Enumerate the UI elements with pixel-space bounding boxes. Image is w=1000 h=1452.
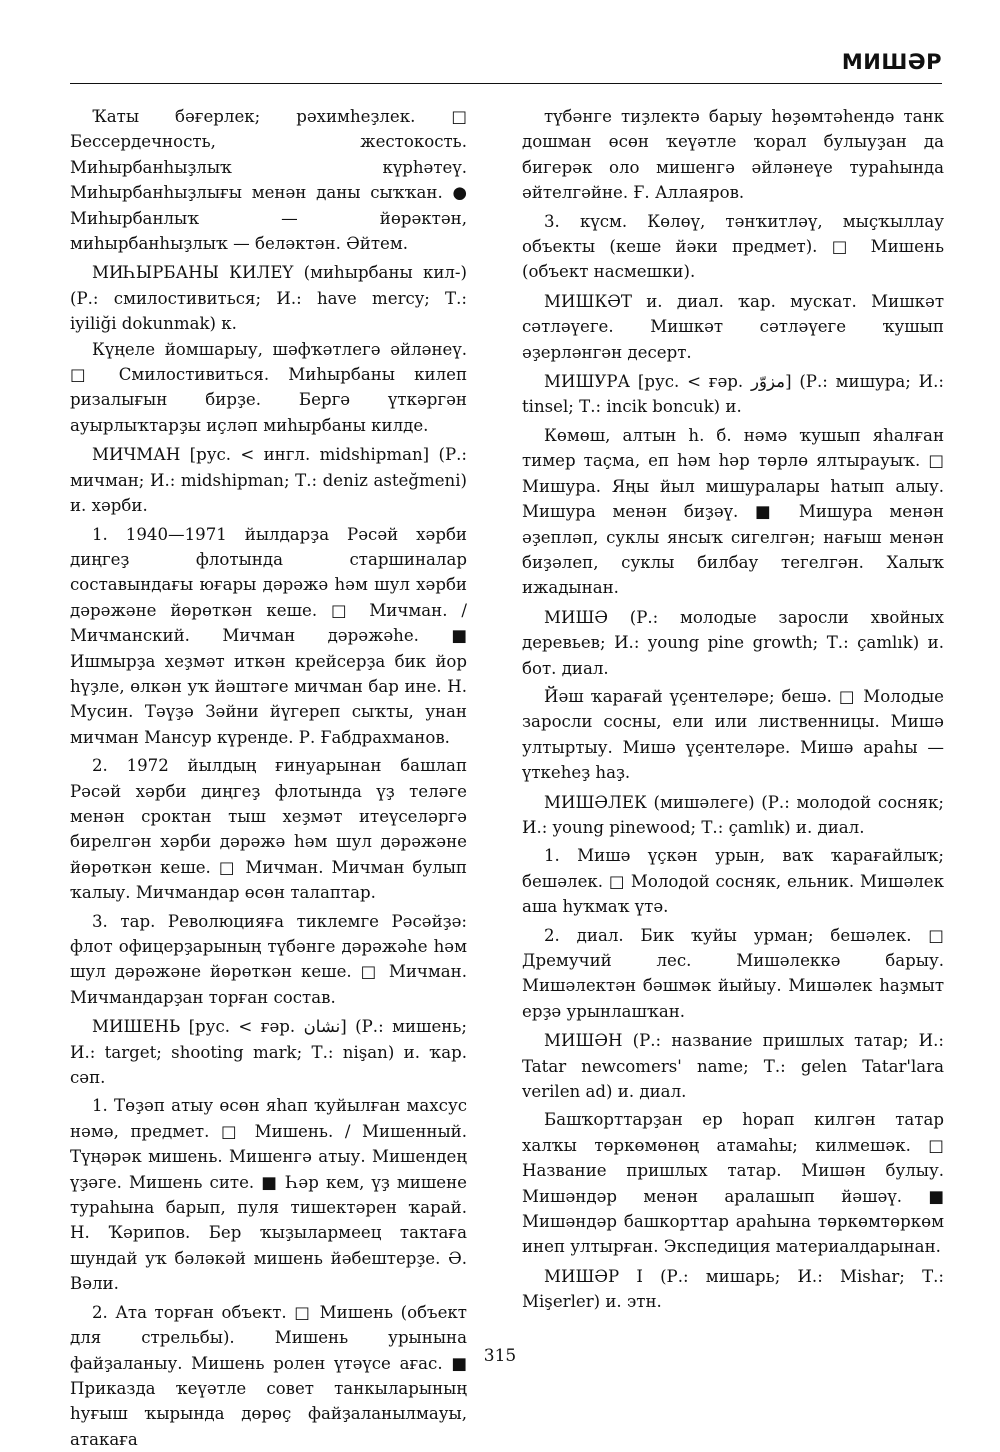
dictionary-entry-headword: МИШӘ (Р.: молодые заросли хвойных деревьев; И.: young pine growth; Т.: çamlık) и. бот. диал. xyxy=(522,607,944,678)
running-head-word: МИШӘР xyxy=(841,50,942,74)
dictionary-entry-headword: МИШЕНЬ [рус. < ғәр. نشان] (Р.: мишень; И.: target; shooting mark; Т.: nişan) и. ҡар. сәп. xyxy=(70,1017,467,1088)
dictionary-paragraph: Күңеле йомшарыу, шәфҡәтлегә әйләнеү. □ Смилостивиться. Миһырбаны килеп ризалығын бирҙе. Бергә үткәргән ауырлыҡтарҙы иҫләп миһырбаны килде. xyxy=(70,339,467,435)
dictionary-paragraph: Йәш ҡарағай үҫентеләре; бешә. □ Молодые заросли сосны, ели или лиственницы. Мишә ултыртыу. Мишә үҫентеләре. Мишә араһы — үткеһеҙ һаҙ. xyxy=(522,686,944,783)
page-number: 315 xyxy=(483,1346,517,1366)
dictionary-sense: 2. Ата торған объект. □ Мишень (объект для стрельбы). Мишень урынына файҙаланыу. Мишень ролен үтәүсе ағас. ■ Приказда ҡеүәтле совет танкыларының һуғыш ҡырында дөрөҫ файҙаланылмауы, атакаға xyxy=(70,1302,467,1449)
dictionary-sense: 1. Мишә үҫкән урын, ваҡ ҡарағайлыҡ; бешәлек. □ Молодой сосняк, ельник. Мишәлек аша һуҡмаҡ үтә. xyxy=(522,846,944,917)
right-column xyxy=(522,104,944,1315)
dictionary-paragraph: түбәнге тиҙлектә барыу һөҙөмтәһендә танк дошман өсөн ҡеүәтле ҡорал булыуҙан да бигерәк оло мишенгә әйләнеүе тураһында әйтелгәйне. Ғ. Аллаяров. xyxy=(522,107,944,203)
dictionary-entry-headword: МИЧМАН [рус. < ингл. midshipman] (Р.: мичман; И.: midshipman; Т.: deniz asteğmeni) и. хәрби. xyxy=(70,445,467,516)
left-column xyxy=(70,104,467,1452)
dictionary-sense: 1. 1940—1971 йылдарҙа Рәсәй хәрби диңгеҙ флотында старшиналар составындағы юғары дәрәжә һәм шул хәрби дәрәжәне йөрөткән кеше. □ Мичман. / Мичманский. Мичман дәрәжәһе. ■ Ишмырҙа хеҙмәт иткән крейсерҙа бик йор һүҙле, өлкән уҡ йәштәге мичман бар ине. Н. Мусин. Тәүҙә Зәйни йүгереп сыҡты, унан мичман Мансур күренде. Р. Ғабдрахманов. xyxy=(70,524,467,747)
dictionary-entry-headword: МИШӘН (Р.: название пришлых татар; И.: Tatar newcomers' name; Т.: gelen Tatar'lara verilen ad) и. диал. xyxy=(522,1031,944,1102)
dictionary-sense: 1. Төҙәп атыу өсөн яһап ҡуйылған махсус нәмә, предмет. □ Мишень. / Мишенный. Түңәрәк мишень. Мишенгә атыу. Мишендең үҙәге. Мишень сите. ■ Һәр кем, үҙ мишене тураһына барып, пуля тишектәрен ҡарай. Н. Ҡәрипов. Бер ҡыҙылармеец тактаға шундай уҡ бәләкәй мишень йәбештерҙе. Ә. Вәли. xyxy=(70,1096,467,1294)
dictionary-entry-headword: МИШУРА [рус. < ғәр. مزوّر] (Р.: мишура; И.: tinsel; Т.: incik boncuk) и. xyxy=(522,372,944,417)
header-rule xyxy=(70,83,942,84)
dictionary-entry-headword: МИШӘЛЕК (мишәлеге) (Р.: молодой сосняк; И.: young pinewood; Т.: çamlık) и. диал. xyxy=(522,792,944,837)
dictionary-paragraph: Көмөш, алтын һ. б. нәмә ҡушып яһалған тимер таҫма, еп һәм һәр төрлө ялтырауыҡ. □ Мишура. Яңы йыл мишуралары һатып алыу. Мишура менән биҙәү. ■ Мишура менән әҙепләп, суклы янсыҡ сигелгән; нағыш менән биҙәлеп, суклы билбау тегелгән. Халыҡ ижадынан. xyxy=(522,425,944,598)
dictionary-entry-headword: МИШКӘТ и. диал. ҡар. мускат. Мишкәт сәтләүеге. Мишкәт сәтләүеге ҡушып әҙерләнгән десерт. xyxy=(522,291,944,362)
dictionary-sense: 2. диал. Бик ҡуйы урман; бешәлек. □ Дремучий лес. Мишәлеккә барыу. Мишәлектән бәшмәк йыйыу. Мишәлек һаҙмыт ерҙә урынлашҡан. xyxy=(522,925,944,1021)
dictionary-paragraph: Ҡаты бәғерлек; рәхимһеҙлек. □ Бессердечность, жестокость. Миһырбанһыҙлыҡ күрһәтеү. Миһырбанһыҙлығы менән даны сыҡҡан. ● Миһырбанлыҡ — йөрәктән, миһырбанһыҙлыҡ — беләктән. Әйтем. xyxy=(70,107,467,254)
dictionary-entry-headword: МИҺЫРБАНЫ КИЛЕҮ (миһырбаны кил-) (Р.: смилостивиться; И.: have mercy; Т.: iyiliği dokunmak) к. xyxy=(70,263,467,334)
dictionary-sense: 3. тар. Революцияға тиклемге Рәсәйҙә: флот офицерҙарының түбәнге дәрәжәһе һәм шул дәрәжәне йөрөткән кеше. □ Мичман. Мичмандарҙан торған состав. xyxy=(70,911,467,1007)
dictionary-sense: 3. күсм. Көлөү, тәнҡитләү, мыҫҡыллау объекты (кеше йәки предмет). □ Мишень (объект насмешки). xyxy=(522,211,944,282)
dictionary-entry-headword: МИШӘР I (Р.: мишарь; И.: Mishar; Т.: Mişerler) и. этн. xyxy=(522,1266,944,1312)
dictionary-sense: 2. 1972 йылдың ғинуарынан башлап Рәсәй хәрби диңгеҙ флотында үҙ теләге менән сроктан тыш хеҙмәт итеүселәргә бирелгән хәрби дәрәжә һәм шул дәрәжәне йөрөткән кеше. □ Мичман. Мичман булып ҡалыу. Мичмандар өсөн талаптар. xyxy=(70,756,467,903)
dictionary-paragraph: Башҡорттарҙан ер һорап килгән татар халҡы төркөмөнөң атамаһы; килмешәк. □ Название пришлых татар. Мишән булыу. Мишәндәр менән аралашып йәшәү. ■ Мишәндәр башкорттар араһына төркөмтөркөм инеп ултырған. Экспедиция материалдарынан. xyxy=(522,1110,944,1257)
